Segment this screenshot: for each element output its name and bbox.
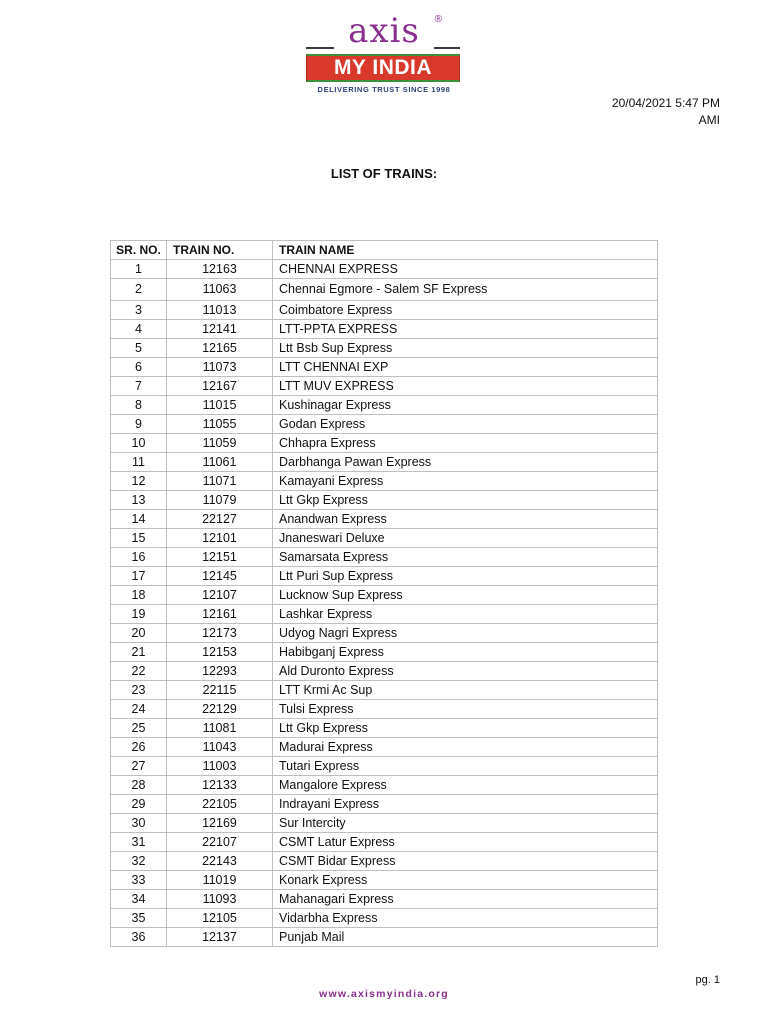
company-logo — [306, 11, 462, 98]
cell-sr-no: 26 — [111, 738, 167, 757]
cell-train-no: 12165 — [167, 339, 273, 358]
cell-train-name: CSMT Bidar Express — [273, 852, 658, 871]
table-row — [111, 358, 658, 377]
logo-rule-left — [306, 47, 334, 49]
table-row — [111, 472, 658, 491]
table-row — [111, 814, 658, 833]
cell-train-name: Mangalore Express — [273, 776, 658, 795]
cell-train-name: Samarsata Express — [273, 548, 658, 567]
table-row — [111, 643, 658, 662]
cell-train-name: Vidarbha Express — [273, 909, 658, 928]
cell-sr-no: 15 — [111, 529, 167, 548]
cell-train-name: Lucknow Sup Express — [273, 586, 658, 605]
cell-sr-no: 9 — [111, 415, 167, 434]
table-row — [111, 890, 658, 909]
cell-sr-no: 6 — [111, 358, 167, 377]
logo-tagline: DELIVERING TRUST SINCE 1998 — [317, 85, 451, 94]
logo-band-text: MY INDIA — [333, 56, 433, 79]
cell-sr-no: 13 — [111, 491, 167, 510]
table-row — [111, 434, 658, 453]
cell-train-no: 11059 — [167, 434, 273, 453]
logo-band — [306, 54, 460, 82]
table-row — [111, 453, 658, 472]
cell-train-no: 12101 — [167, 529, 273, 548]
document-datetime: 20/04/2021 5:47 PM — [611, 96, 720, 110]
table-row — [111, 377, 658, 396]
cell-train-no: 22127 — [167, 510, 273, 529]
table-row — [111, 833, 658, 852]
cell-train-name: Madurai Express — [273, 738, 658, 757]
cell-train-no: 11003 — [167, 757, 273, 776]
cell-train-name: Habibganj Express — [273, 643, 658, 662]
cell-train-no: 11019 — [167, 871, 273, 890]
cell-sr-no: 12 — [111, 472, 167, 491]
cell-sr-no: 2 — [111, 279, 167, 301]
cell-train-name: LTT-PPTA EXPRESS — [273, 320, 658, 339]
cell-sr-no: 17 — [111, 567, 167, 586]
table-row — [111, 548, 658, 567]
table-row — [111, 719, 658, 738]
cell-train-no: 11013 — [167, 301, 273, 320]
table-row — [111, 662, 658, 681]
table-header-row — [111, 241, 658, 260]
cell-sr-no: 10 — [111, 434, 167, 453]
table-row — [111, 681, 658, 700]
cell-train-name: Sur Intercity — [273, 814, 658, 833]
table-row — [111, 795, 658, 814]
table-body — [111, 260, 658, 947]
cell-sr-no: 3 — [111, 301, 167, 320]
document-author: AMI — [698, 113, 720, 127]
cell-train-no: 12105 — [167, 909, 273, 928]
table-row — [111, 567, 658, 586]
table-row — [111, 301, 658, 320]
cell-sr-no: 27 — [111, 757, 167, 776]
trains-table — [110, 240, 658, 947]
table-row — [111, 871, 658, 890]
cell-train-name: Godan Express — [273, 415, 658, 434]
cell-train-no: 11079 — [167, 491, 273, 510]
cell-train-no: 12161 — [167, 605, 273, 624]
cell-train-no: 11071 — [167, 472, 273, 491]
cell-train-name: Jnaneswari Deluxe — [273, 529, 658, 548]
cell-train-no: 12107 — [167, 586, 273, 605]
table-row — [111, 586, 658, 605]
cell-sr-no: 29 — [111, 795, 167, 814]
table-row — [111, 529, 658, 548]
cell-sr-no: 18 — [111, 586, 167, 605]
table-row — [111, 776, 658, 795]
cell-train-name: Ltt Puri Sup Express — [273, 567, 658, 586]
cell-train-no: 22115 — [167, 681, 273, 700]
cell-train-name: Darbhanga Pawan Express — [273, 453, 658, 472]
table-row — [111, 700, 658, 719]
document-stamp — [612, 95, 720, 129]
cell-train-name: Indrayani Express — [273, 795, 658, 814]
table-row — [111, 279, 658, 301]
cell-train-name: LTT Krmi Ac Sup — [273, 681, 658, 700]
cell-train-name: Udyog Nagri Express — [273, 624, 658, 643]
cell-train-name: Kamayani Express — [273, 472, 658, 491]
page-title: LIST OF TRAINS: — [330, 166, 438, 181]
cell-sr-no: 21 — [111, 643, 167, 662]
cell-sr-no: 24 — [111, 700, 167, 719]
cell-train-no: 11055 — [167, 415, 273, 434]
cell-train-name: CHENNAI EXPRESS — [273, 260, 658, 279]
page-number: pg. 1 — [695, 974, 720, 986]
cell-train-no: 12293 — [167, 662, 273, 681]
cell-train-no: 22143 — [167, 852, 273, 871]
cell-sr-no: 5 — [111, 339, 167, 358]
logo-rule-right — [434, 47, 460, 49]
cell-train-no: 11061 — [167, 453, 273, 472]
cell-train-no: 12173 — [167, 624, 273, 643]
cell-sr-no: 8 — [111, 396, 167, 415]
table-row — [111, 339, 658, 358]
cell-sr-no: 19 — [111, 605, 167, 624]
cell-train-no: 12151 — [167, 548, 273, 567]
table-row — [111, 605, 658, 624]
cell-sr-no: 23 — [111, 681, 167, 700]
table-row — [111, 909, 658, 928]
registered-mark: ® — [434, 14, 442, 25]
footer-website: www.axismyindia.org — [319, 988, 449, 1000]
cell-train-no: 12133 — [167, 776, 273, 795]
header-train-name: TRAIN NAME — [273, 241, 658, 260]
cell-train-name: LTT CHENNAI EXP — [273, 358, 658, 377]
cell-train-name: Chennai Egmore - Salem SF Express — [273, 279, 658, 301]
cell-train-no: 12137 — [167, 928, 273, 947]
table-row — [111, 415, 658, 434]
cell-train-no: 22107 — [167, 833, 273, 852]
cell-train-no: 12169 — [167, 814, 273, 833]
logo-wordmark — [306, 11, 462, 52]
cell-train-no: 11073 — [167, 358, 273, 377]
cell-sr-no: 28 — [111, 776, 167, 795]
cell-sr-no: 32 — [111, 852, 167, 871]
cell-train-name: Punjab Mail — [273, 928, 658, 947]
table-row — [111, 757, 658, 776]
cell-train-name: Chhapra Express — [273, 434, 658, 453]
cell-train-no: 12141 — [167, 320, 273, 339]
cell-train-no: 11043 — [167, 738, 273, 757]
cell-train-no: 12153 — [167, 643, 273, 662]
cell-sr-no: 25 — [111, 719, 167, 738]
logo-brand-text: axis — [348, 11, 420, 51]
cell-train-no: 11015 — [167, 396, 273, 415]
table-row — [111, 852, 658, 871]
table-row — [111, 928, 658, 947]
cell-train-name: Konark Express — [273, 871, 658, 890]
cell-train-name: Tutari Express — [273, 757, 658, 776]
cell-train-name: Coimbatore Express — [273, 301, 658, 320]
cell-sr-no: 34 — [111, 890, 167, 909]
cell-sr-no: 16 — [111, 548, 167, 567]
cell-sr-no: 36 — [111, 928, 167, 947]
table-row — [111, 491, 658, 510]
cell-sr-no: 22 — [111, 662, 167, 681]
cell-train-name: Ltt Bsb Sup Express — [273, 339, 658, 358]
cell-train-name: Mahanagari Express — [273, 890, 658, 909]
table-row — [111, 320, 658, 339]
table-row — [111, 624, 658, 643]
cell-train-no: 11063 — [167, 279, 273, 301]
table-row — [111, 510, 658, 529]
cell-train-name: Anandwan Express — [273, 510, 658, 529]
cell-sr-no: 33 — [111, 871, 167, 890]
cell-train-name: Ltt Gkp Express — [273, 719, 658, 738]
cell-sr-no: 7 — [111, 377, 167, 396]
header-sr-no: SR. NO. — [111, 241, 167, 260]
cell-train-name: Ltt Gkp Express — [273, 491, 658, 510]
cell-train-name: LTT MUV EXPRESS — [273, 377, 658, 396]
cell-train-no: 22105 — [167, 795, 273, 814]
header-train-no: TRAIN NO. — [167, 241, 273, 260]
cell-train-name: Ald Duronto Express — [273, 662, 658, 681]
cell-sr-no: 30 — [111, 814, 167, 833]
cell-sr-no: 20 — [111, 624, 167, 643]
cell-train-no: 22129 — [167, 700, 273, 719]
table-row — [111, 260, 658, 279]
table-row — [111, 738, 658, 757]
cell-train-no: 12163 — [167, 260, 273, 279]
cell-train-no: 11081 — [167, 719, 273, 738]
cell-train-name: Tulsi Express — [273, 700, 658, 719]
cell-sr-no: 4 — [111, 320, 167, 339]
cell-train-name: Lashkar Express — [273, 605, 658, 624]
cell-sr-no: 11 — [111, 453, 167, 472]
table-row — [111, 396, 658, 415]
cell-train-name: Kushinagar Express — [273, 396, 658, 415]
cell-sr-no: 31 — [111, 833, 167, 852]
cell-sr-no: 14 — [111, 510, 167, 529]
cell-train-name: CSMT Latur Express — [273, 833, 658, 852]
cell-train-no: 11093 — [167, 890, 273, 909]
cell-sr-no: 1 — [111, 260, 167, 279]
cell-train-no: 12145 — [167, 567, 273, 586]
cell-sr-no: 35 — [111, 909, 167, 928]
cell-train-no: 12167 — [167, 377, 273, 396]
